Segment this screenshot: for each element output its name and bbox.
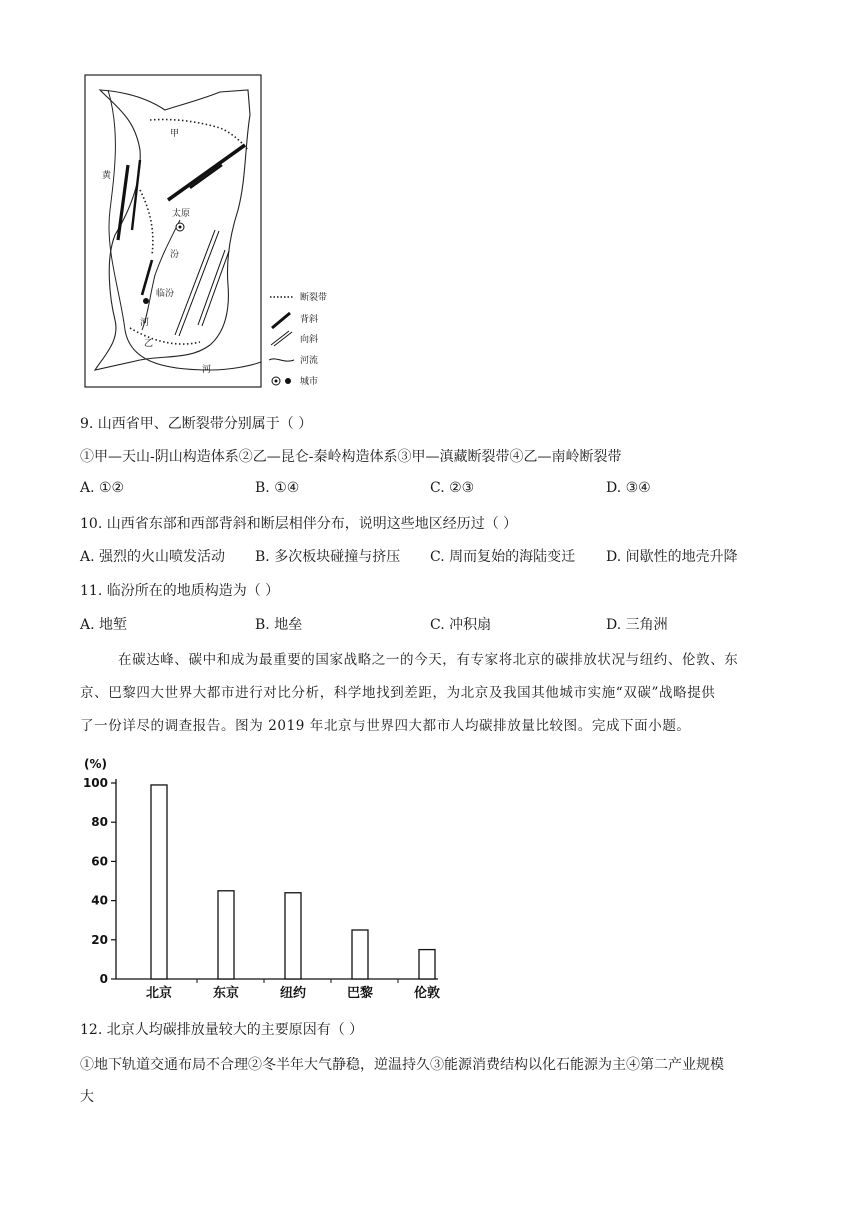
q11-stem: 11. 临汾所在的地质构造为（ ）: [80, 583, 280, 599]
q9-option-d[interactable]: D. ③④: [606, 480, 651, 496]
label-taiyuan: 太原: [172, 209, 191, 219]
anticline-4: [190, 165, 222, 188]
syncline-2a: [198, 250, 225, 325]
legend-label-anticline: 背斜: [300, 315, 319, 325]
map-legend: [269, 291, 327, 387]
q10-option-c[interactable]: C. 周而复始的海陆变迁: [430, 549, 576, 565]
q9-option-a[interactable]: A. ①②: [80, 480, 125, 496]
q12-stem: 12. 北京人均碳排放量较大的主要原因有（ ）: [80, 1022, 364, 1038]
syncline-icon: [271, 331, 289, 345]
linfen-city-icon: [143, 298, 149, 304]
label-jia: 甲: [170, 129, 180, 139]
q9-statements: ①甲—天山-阴山构造体系②乙—昆仑-秦岭构造体系③甲—滇藏断裂带④乙—南岭断裂带: [80, 449, 622, 465]
legend-label-river: 河流: [300, 356, 319, 366]
taiyuan-city-dot: [179, 226, 182, 229]
syncline-2b: [202, 251, 229, 326]
q12-statements-line-1: ①地下轨道交通布局不合理②冬半年大气静稳，逆温持久③能源消费结构以化石能源为主④第二产业规模: [80, 1057, 724, 1073]
chart-svg: [78, 748, 448, 1003]
river-icon: [269, 359, 294, 361]
q10-option-d[interactable]: D. 间歇性的地壳升降: [606, 549, 738, 565]
legend-label-fault: 断裂带: [300, 293, 328, 303]
q10-option-b[interactable]: B. 多次板块碰撞与挤压: [255, 549, 401, 565]
q11-option-a[interactable]: A. 地堑: [80, 617, 128, 633]
y-tick-label: 80: [91, 815, 108, 830]
bar: [352, 930, 368, 979]
q11-option-d[interactable]: D. 三角洲: [606, 617, 668, 633]
label-yi: 乙: [144, 339, 154, 349]
x-tick-label: 巴黎: [346, 986, 374, 1001]
y-tick-label: 0: [99, 972, 108, 986]
legend-label-syncline: 向斜: [300, 335, 319, 345]
label-linfen: 临汾: [156, 289, 175, 299]
legend-label-city: 城市: [300, 377, 319, 387]
fault-belt-jia: [150, 119, 248, 150]
anticline-icon: [272, 313, 290, 328]
label-huang: 黄: [102, 171, 112, 181]
bar: [419, 950, 435, 979]
anticline-1: [118, 165, 128, 240]
label-he2: 河: [202, 365, 212, 375]
carbon-emission-chart: [78, 748, 448, 1003]
map-frame: [85, 75, 261, 387]
q9-option-c[interactable]: C. ②③: [430, 480, 475, 496]
q12-statements-line-2: 大: [80, 1089, 94, 1105]
q9-option-b[interactable]: B. ①④: [255, 480, 300, 496]
passage-line-2: 京、巴黎四大世界大都市进行对比分析，科学地找到差距，为北京及我国其他城市实施“双碳”战略提供: [80, 685, 716, 701]
bar: [218, 891, 234, 979]
map-svg: [80, 70, 380, 395]
label-he: 河: [140, 318, 150, 328]
q10-stem: 10. 山西省东部和西部背斜和断层相伴分布，说明这些地区经历过（ ）: [80, 516, 518, 532]
y-tick-label: 100: [82, 776, 108, 790]
anticline-5: [142, 260, 152, 295]
syncline-1a: [175, 230, 215, 335]
bar: [151, 785, 167, 979]
q9-stem: 9. 山西省甲、乙断裂带分别属于（ ）: [80, 416, 313, 432]
y-tick-label: 40: [91, 893, 108, 908]
fault-belt-west: [140, 190, 153, 255]
q11-option-b[interactable]: B. 地垒: [255, 617, 303, 633]
fault-belt-yi: [130, 328, 200, 344]
passage-line-3: 了一份详尽的调查报告。图为 2019 年北京与世界四大都市人均碳排放量比较图。完成下面小题。: [80, 718, 691, 734]
y-axis-unit-label: (%): [84, 757, 107, 771]
x-tick-label: 伦敦: [413, 986, 441, 1001]
shanxi-geology-map: [80, 70, 380, 395]
x-tick-label: 纽约: [279, 986, 307, 1001]
x-tick-label: 东京: [212, 986, 240, 1001]
passage-line-1: 在碳达峰、碳中和成为最重要的国家战略之一的今天，有专家将北京的碳排放状况与纽约、伦敦、东: [118, 652, 739, 668]
q11-option-c[interactable]: C. 冲积扇: [430, 617, 492, 633]
label-fen: 汾: [170, 250, 180, 260]
y-tick-label: 60: [91, 854, 108, 869]
y-tick-label: 20: [91, 932, 108, 947]
anticline-3: [168, 145, 245, 200]
q10-option-a[interactable]: A. 强烈的火山喷发活动: [80, 549, 226, 565]
bar: [285, 893, 301, 979]
x-tick-label: 北京: [145, 986, 173, 1001]
